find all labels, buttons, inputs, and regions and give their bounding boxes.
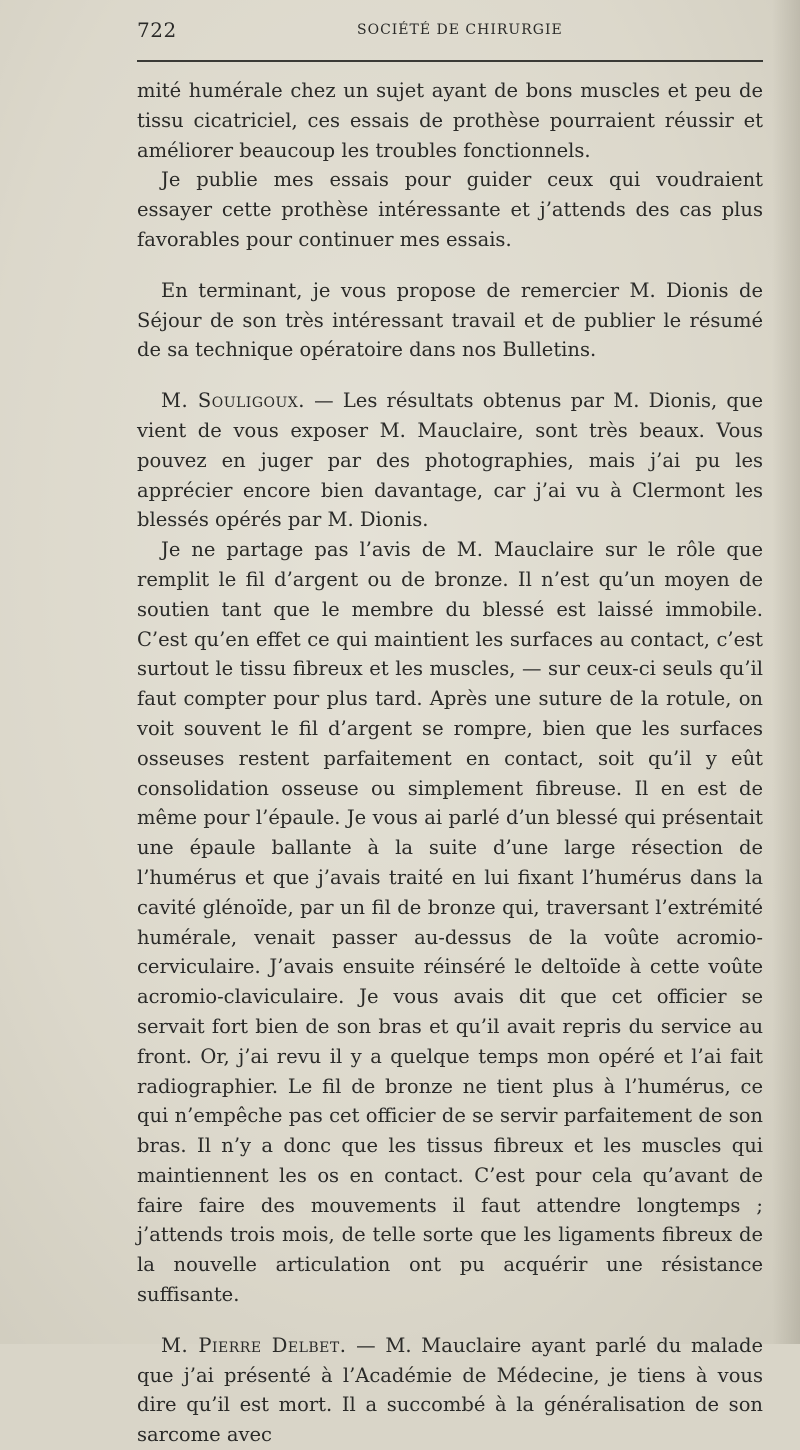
paragraph-delbet bbox=[137, 1331, 763, 1450]
paragraph-conclusion: En terminant, je vous propose de remercier M. Dionis de Séjour de son très intéressant travail et de publier le résumé de sa technique opératoire dans nos Bulletins. bbox=[137, 278, 763, 362]
speaker-remarks: — M. Mauclaire ayant parlé du malade que j’ai présenté à l’Académie de Médecine, je tiens à vous dire qu’il est mort. Il a succombé à la généralisation de son sarcome avec bbox=[137, 1333, 764, 1447]
header-rule bbox=[137, 60, 763, 62]
paragraph-fil-bronze: Je ne partage pas l’avis de M. Mauclaire sur le rôle que remplit le fil d’argent ou de bronze. Il n’est qu’un moyen de soutien tant que le membre du blessé est laissé immobile. C’est qu’en effet ce qui maintient les surfaces au contact, c’est surtout le tissu fibreux et les muscles, — sur ceux-ci seuls qu’il faut compter pour plus tard. Après une suture de la rotule, on voit souvent le fil d’argent se rompre, bien que les surfaces osseuses restent parfaitement en contact, soit qu’il y eût consolidation osseuse ou simplement fibreuse. Il en est de même pour l’épaule. Je vous ai parlé d’un blessé qui présentait une épaule ballante à la suite d’une large résection de l’humérus et que j’avais traité en lui fixant l’humérus dans la cavité glénoïde, par un fil de bronze qui, traversant l’extrémité humérale, venait passer au-dessus de la voûte acromio-cerviculaire. J’avais ensuite réinséré le deltoïde à cette voûte acromio-claviculaire. Je vous avais dit que cet officier se servait fort bien de son bras et qu’il avait repris du service au front. Or, j’ai revu il y a quelque temps mon opéré et l’ai fait radiographier. Le fil de bronze ne tient plus à l’humérus, ce qui n’empêche pas cet officier de se servir parfaitement de son bras. Il n’y a donc que les tissus fibreux et les muscles qui maintiennent les os en contact. C’est pour cela qu’avant de faire faire des mouvements il faut attendre longtemps ; j’attends trois mois, de telle sorte que les ligaments fibreux de la nouvelle articulation ont pu acquérir une résistance suffisante. bbox=[137, 538, 763, 1307]
body-text bbox=[137, 76, 763, 1450]
speaker-name: M. Pierre Delbet. bbox=[161, 1333, 347, 1357]
paragraph-continued: mité humérale chez un sujet ayant de bons muscles et peu de tissu cicatriciel, ces essais de prothèse pourraient réussir et améliorer beaucoup les troubles fonctionnels. bbox=[137, 79, 763, 162]
paragraph-prothese: Je publie mes essais pour guider ceux qui voudraient essayer cette prothèse intéressante et j’attends des cas plus favorables pour continuer mes essais. bbox=[137, 168, 763, 251]
speaker-remarks: — Les résultats obtenus par M. Dionis, que vient de vous exposer M. Mauclaire, sont très beaux. Vous pouvez en juger par des photographies, mais j’ai pu les apprécier encore bien davantage, car j’ai vu à Clermont les blessés opérés par M. Dionis. bbox=[137, 389, 763, 532]
running-title: SOCIÉTÉ DE CHIRURGIE bbox=[357, 22, 563, 38]
page-header bbox=[137, 18, 763, 48]
paragraph-souligoux bbox=[137, 386, 763, 535]
page-number: 722 bbox=[137, 18, 177, 42]
speaker-name: M. Souligoux. bbox=[161, 389, 305, 413]
